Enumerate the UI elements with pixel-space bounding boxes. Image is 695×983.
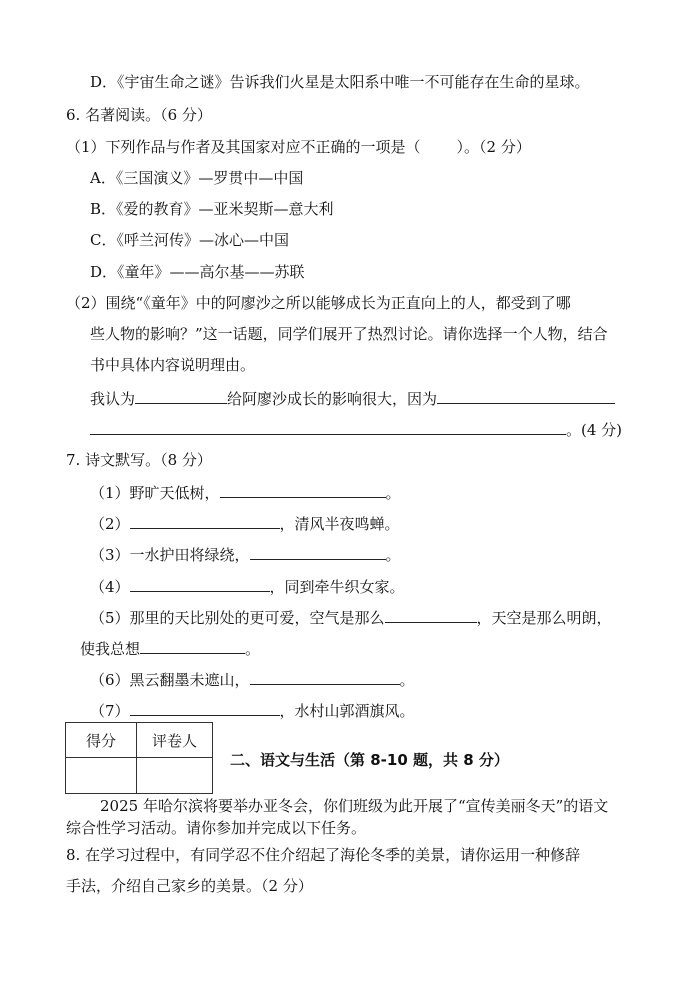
q7-item4-blank[interactable] xyxy=(130,575,270,592)
q6-option-b: B．《爱的教育》—亚米契斯—意大利 xyxy=(90,200,334,218)
q6-title: 6. 名著阅读。（6 分） xyxy=(66,106,212,124)
q7-item5-row2 xyxy=(80,637,260,659)
q7-item1-post: 。 xyxy=(385,484,401,502)
q6-p1-stem-a: （1）下列作品与作者及其国家对应不正确的一项是（ xyxy=(66,138,421,156)
section2-intro-line2: 综合性学习活动。请你参加并完成以下任务。 xyxy=(66,819,367,837)
q6-option-a: A．《三国演义》—罗贯中—中国 xyxy=(90,169,304,187)
q8-line1: 8. 在学习过程中，有同学忍不住介绍起了海伦冬季的美景，请你运用一种修辞 xyxy=(66,846,581,864)
q7-item2 xyxy=(90,512,400,534)
reason-blank-cont[interactable] xyxy=(90,418,566,435)
q7-item4-pre: （4） xyxy=(90,578,130,596)
q7-item3-post: 。 xyxy=(385,546,401,564)
reason-blank[interactable] xyxy=(437,387,615,404)
q7-item1-pre: （1）野旷天低树， xyxy=(90,484,220,502)
grader-cell[interactable] xyxy=(137,758,213,794)
q7-item3-blank[interactable] xyxy=(250,543,386,560)
grader-header: 评卷人 xyxy=(137,723,213,758)
score-cell[interactable] xyxy=(66,758,137,794)
q7-item5-row1 xyxy=(90,606,612,628)
q6-option-d: D．《童年》——高尔基——苏联 xyxy=(90,263,305,281)
section2-heading: 二、语文与生活（第 8-10 题，共 8 分） xyxy=(230,751,509,769)
q7-item3 xyxy=(90,543,401,565)
q7-item6-blank[interactable] xyxy=(250,668,400,685)
answer-prefix: 我认为 xyxy=(90,390,136,408)
q6-p2-answer-row1 xyxy=(90,387,615,409)
q6-p2-line1: （2）围绕“《童年》中的阿廖沙之所以能够成长为正直向上的人，都受到了哪 xyxy=(66,294,571,312)
q7-item5-mid: ，天空是那么明朗， xyxy=(476,609,612,627)
answer-middle: 给阿廖沙成长的影响很大，因为 xyxy=(227,390,438,408)
q7-item2-pre: （2） xyxy=(90,515,130,533)
q7-item1 xyxy=(90,481,401,503)
q7-item6 xyxy=(90,668,415,690)
q6-option-c: C．《呼兰河传》—冰心—中国 xyxy=(90,231,289,249)
q7-item4-post: ，同到牵牛织女家。 xyxy=(269,578,405,596)
q7-item5-end: 。 xyxy=(245,640,261,658)
q7-item5-blank1[interactable] xyxy=(385,606,477,623)
answer-end: 。(4 分) xyxy=(566,421,623,439)
q7-item5-pre: （5）那里的天比别处的更可爱，空气是那么 xyxy=(90,609,385,627)
q7-item7 xyxy=(90,699,415,721)
q7-item7-post: ，水村山郭酒旗风。 xyxy=(279,702,415,720)
q8-line2: 手法，介绍自己家乡的美景。（2 分） xyxy=(66,877,313,895)
q7-title: 7. 诗文默写。（8 分） xyxy=(66,451,212,469)
q7-item5-cont: 使我总想 xyxy=(80,640,141,658)
q7-item7-blank[interactable] xyxy=(130,699,280,716)
q5-option-d: D．《宇宙生命之谜》告诉我们火星是太阳系中唯一不可能存在生命的星球。 xyxy=(90,73,590,91)
score-table xyxy=(65,722,213,794)
q6-p2-line2: 些人物的影响？”这一话题，同学们展开了热烈讨论。请你选择一个人物，结合 xyxy=(90,325,608,343)
q7-item2-post: ，清风半夜鸣蝉。 xyxy=(279,515,400,533)
q7-item2-blank[interactable] xyxy=(130,512,280,529)
q6-p2-line3: 书中具体内容说明理由。 xyxy=(90,356,256,374)
q6-p1-stem-b: ）。（2 分） xyxy=(456,138,531,156)
q7-item6-pre: （6）黑云翻墨未遮山， xyxy=(90,671,250,689)
section2-intro-line1: 2025 年哈尔滨将要举办亚冬会，你们班级为此开展了“宣传美丽冬天”的语文 xyxy=(100,797,609,815)
score-header: 得分 xyxy=(66,723,137,758)
q7-item5-blank2[interactable] xyxy=(140,637,245,654)
q7-item7-pre: （7） xyxy=(90,702,130,720)
q6-p1-stem xyxy=(66,137,531,157)
q6-p2-answer-row2 xyxy=(90,418,622,440)
q7-item1-blank[interactable] xyxy=(220,481,386,498)
q7-item6-post: 。 xyxy=(399,671,415,689)
q7-item4 xyxy=(90,575,405,597)
q7-item3-pre: （3）一水护田将绿绕， xyxy=(90,546,250,564)
person-blank[interactable] xyxy=(135,387,227,404)
